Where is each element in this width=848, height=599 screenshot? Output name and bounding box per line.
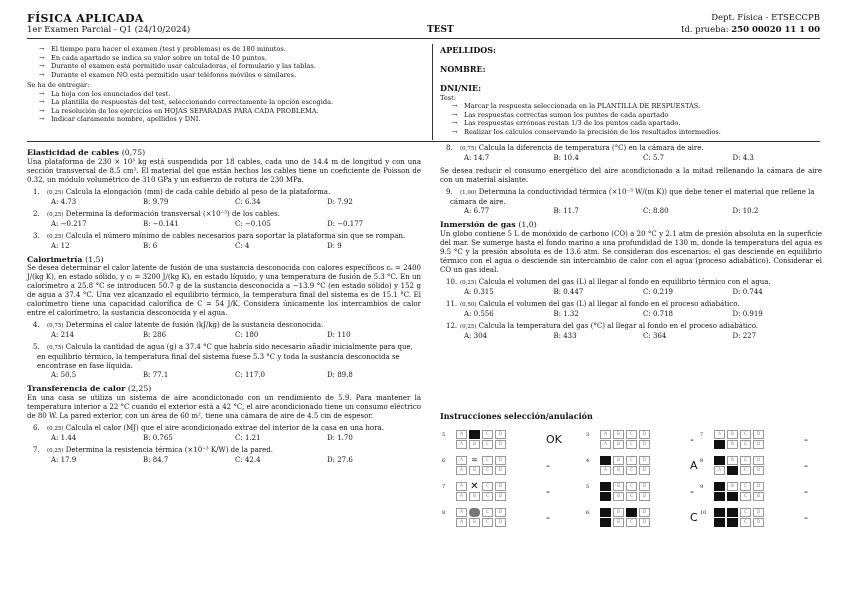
- options-9: A: 6.77 B: 11.7 C: 8.80 D: 10.2: [464, 207, 759, 215]
- question-10: 10. (0,25) Calcula el volumen del gas (L) al llegar al fondo en equilibrio térmico con el agua.: [446, 277, 771, 286]
- question-5: 5. (0,75) Calcula la cantidad de agua (g) a 37.4 °C que habría sido necesario añadir inicialmente para que, en equilibrio térmico, la temperatura final del sistema fuese 5.3 °C y toda la sustancia desconocida se encontrase en fase líquida.: [33, 343, 413, 371]
- divider: [27, 141, 820, 142]
- exam-type: TEST: [427, 25, 454, 35]
- example-result: OK: [546, 433, 562, 446]
- divider: [432, 44, 433, 140]
- deliver-item: → La resolución de los ejercicios en HOJAS SEPARADAS PARA CADA PROBLEMA.: [39, 107, 421, 116]
- test-rule: → Realizar los cálculos conservando la precisión de los resultados intermedios.: [452, 128, 822, 137]
- options-11: A: 0.556 B: 1.32 C: 0.718 D: 0.919: [464, 309, 763, 318]
- example-item: 5 B C D B C D -: [586, 484, 694, 499]
- deliver-item: → La plantilla de respuestas del test, seleccionando correctamente la opción escogida.: [39, 98, 421, 107]
- question-6: 6. (0,25) Calcula el calor (MJ) que el aire acondicionado extrae del interior de la casa en una hora.: [33, 424, 384, 433]
- right-questions: [440, 144, 822, 341]
- section-text: Se desea determinar el calor latente de fusión de una sustancia desconocida con calores específicos cₛ = 2400 J/(kg K), en estado sólido, y cₗ = 3200 J/(kg K), en estado líquido, y una temperatura de fusión de 5.3 °C. En un calorímetro a 25.8 °C se introducen 50.7 g de la sustancia desconocida a −13.9 °C (en estado sólido) y 152 g de agua a 37.4 °C. Una vez alcanzado el equilibrio térmico, la temperatura final del sistema es de 15.1 °C. El calorímetro tiene una capacidad calorífica de C = 54 J/K. Considera únicamente los intercambios de calor entre el calorímetro, la sustancia desconocida y el agua.: [27, 264, 421, 318]
- section-title: Transferencia de calor (2,25): [27, 384, 152, 394]
- options-10: A: 0.315 B: 0.447 C: 0.219 D: 0.744: [464, 287, 763, 296]
- example-result: -: [546, 485, 550, 498]
- question-7: 7. (0,25) Determina la resistencia térmica (×10⁻³ K/W) de la pared.: [33, 446, 273, 455]
- options-8: A: 14.7 B: 10.4 C: 5.7 D: 4.3: [464, 154, 754, 162]
- rule-item: → En cada apartado se indica su valor sobre un total de 10 puntos.: [39, 54, 421, 63]
- example-result: -: [546, 511, 550, 524]
- question-9: 9. (1,00) Determina la conductividad térmica (×10⁻³ W/(m K)) que debe tener el material que rellene la cámara de aire.: [446, 188, 815, 206]
- exam-id-label: Id. prueba:: [680, 25, 729, 35]
- example-result: -: [804, 511, 808, 524]
- deliver-item: → La hoja con los enunciados del test.: [39, 90, 421, 99]
- instructions-grid: [442, 430, 822, 530]
- options-12: A: 304 B: 433 C: 364 D: 227: [464, 331, 757, 340]
- left-questions: [27, 144, 421, 465]
- example-result: -: [546, 459, 550, 472]
- example-result: A: [690, 459, 698, 472]
- dni-field[interactable]: DNI/NIE:: [440, 83, 482, 93]
- test-rule: → Las respuestas correctas suman los puntos de cada apartado: [452, 111, 822, 120]
- options-5: A: 50.5 B: 77.1 C: 117.0 D: 89.8: [51, 371, 353, 380]
- options-1: A: 4.73 B: 9.79 C: 6.34 D: 7.92: [51, 197, 353, 206]
- question-4: 4. (0,75) Determina el calor latente de fusión (kJ/kg) de la sustancia desconocida.: [33, 321, 324, 330]
- section-title: Elasticidad de cables (0,75): [27, 148, 146, 157]
- course-title: FÍSICA APLICADA: [27, 12, 144, 25]
- section-title: Calorimetría (1,5): [27, 254, 104, 264]
- options-6: A: 1.44 B: 0.765 C: 1.21 D: 1.70: [51, 434, 353, 443]
- test-rule: → Las respuestas erróneas restan 1/3 de los puntos cada apartado.: [452, 119, 822, 128]
- example-result: -: [804, 459, 808, 472]
- section-text: En una casa se utiliza un sistema de aire acondicionado con un rendimiento de 5.9. Para mantener la temperatura interior a 22 °C cuando el exterior está a 42 °C, el aire acondicionado tiene un consumo eléctrico de 80 W. La pared exterior, con un área de 60 m², tiene una cámara de aire de 4.5 cm de espesor.: [27, 394, 421, 421]
- example-item: 8 A C D A B C D -: [442, 510, 550, 525]
- example-item: 3 A B C D A B C D -: [586, 432, 694, 447]
- deliver-list: [27, 90, 421, 124]
- example-item: 10 C D C D -: [700, 510, 808, 525]
- apellidos-field[interactable]: APELLIDOS:: [440, 45, 496, 55]
- options-4: A: 214 B: 286 C: 180 D: 110: [51, 331, 351, 340]
- question-12: 12. (0,25) Calcula la temperatura del gas (°C) al llegar al fondo en el proceso adiabático.: [446, 321, 759, 330]
- divider: [27, 38, 820, 39]
- rule-item: → Durante el examen NO está permitido usar teléfonos móviles o similares.: [39, 71, 421, 80]
- example-item: 6 B D B C D C: [586, 510, 698, 525]
- exam-id-value: 250 00020 11 1 00: [731, 25, 820, 35]
- page-header: [27, 12, 820, 36]
- example-item: 5 A C D A B C D OK: [442, 432, 562, 447]
- question-8: 8. (0,75) Calcula la diferencia de temperatura (°C) en la cámara de aire.: [446, 144, 704, 152]
- rule-item: → Durante el examen está permitido usar calculadoras, el formulario y las tablas.: [39, 62, 421, 71]
- exam-subtitle: 1er Examen Parcial - Q1 (24/10/2024): [27, 25, 191, 35]
- instructions-title: Instrucciones selección/anulación: [440, 411, 593, 421]
- test-rule: → Marcar la respuesta seleccionada en la PLANTILLA DE RESPUESTAS.: [452, 102, 822, 111]
- question-11: 11. (0,50) Calcula el volumen del gas (L) al llegar al fondo en el proceso adiabático.: [446, 299, 740, 308]
- options-7: A: 17.9 B: 84.7 C: 42.4 D: 27.6: [51, 456, 353, 465]
- test-rules-list: [440, 102, 822, 136]
- section-text: Una plataforma de 230 × 10³ kg está suspendida por 18 cables, cada uno de 14.4 m de longitud y con una sección transversal de 8.5 cm². El material del que están hechos los cables tiene un coeficiente de Poisson de 0.32, un módulo volumétrico de 310 GPa y un esfuerzo de rotura de 230 MPa.: [27, 157, 421, 184]
- example-result: -: [804, 485, 808, 498]
- question-3: 3. (0,25) Calcula el número mínimo de cables necesarios para soportar la plataforma sin que se rompan.: [33, 231, 406, 240]
- question-2: 2. (0,25) Determina la deformación transversal (×10⁻³) de los cables.: [33, 209, 280, 218]
- example-item: 4 B C D A B C D A: [586, 458, 698, 473]
- deliver-label: Se ha de entregar:: [27, 81, 90, 90]
- section-title: Inmersión de gas (1,0): [440, 220, 537, 229]
- deliver-item: → Indicar claramente nombre, apellidos y DNI.: [39, 115, 421, 124]
- options-3: A: 12 B: 6 C: 4 D: 9: [51, 241, 342, 250]
- rule-item: → El tiempo para hacer el examen (test y problemas) es de 180 minutos.: [39, 45, 421, 54]
- example-result: -: [690, 433, 694, 446]
- example-item: 7 A B C D B C D -: [700, 432, 808, 447]
- example-item: 8 B C D A C D -: [700, 458, 808, 473]
- example-result: -: [804, 433, 808, 446]
- example-result: -: [690, 485, 694, 498]
- example-result: C: [690, 511, 698, 524]
- rules-list: [27, 45, 421, 79]
- example-item: 6 A = C D A B C D -: [442, 455, 550, 473]
- student-fields: [440, 45, 822, 137]
- example-item: 9 B C D C D -: [700, 484, 808, 499]
- test-label: Test:: [440, 94, 457, 102]
- options-2: A: −0.217 B: −0.141 C: −0.105 D: −0.177: [51, 219, 364, 228]
- example-item: 7 A ✕ C D A B C D -: [442, 481, 550, 499]
- exam-id: [681, 25, 820, 36]
- question-1: 1. (0,25) Calcula la elongación (mm) de cada cable debido al peso de la plataforma.: [33, 187, 331, 196]
- department: Dept. Física - ETSECCPB: [711, 13, 820, 23]
- nombre-field[interactable]: NOMBRE:: [440, 64, 486, 74]
- section-text: Se desea reducir el consumo energético del aire acondicionado a la mitad rellenando la cámara de aire con un material aislante.: [440, 167, 822, 184]
- general-rules: [27, 45, 421, 124]
- section-text: Un globo contiene 5 L de monóxido de carbono (CO) a 20 °C y 2.1 atm de presión absoluta en la superficie del mar. Se sumerge hasta el fondo marino a una profundidad de 130 m, donde la temperatura del agua es 9.5 °C y la presión absoluta es de 13.6 atm. Se consideran dos escenarios: el gas desciende en equilibrio térmico con el agua o desciende sin intercambio de calor con el agua (proceso adiabático). Considerar el CO un gas ideal.: [440, 229, 822, 274]
